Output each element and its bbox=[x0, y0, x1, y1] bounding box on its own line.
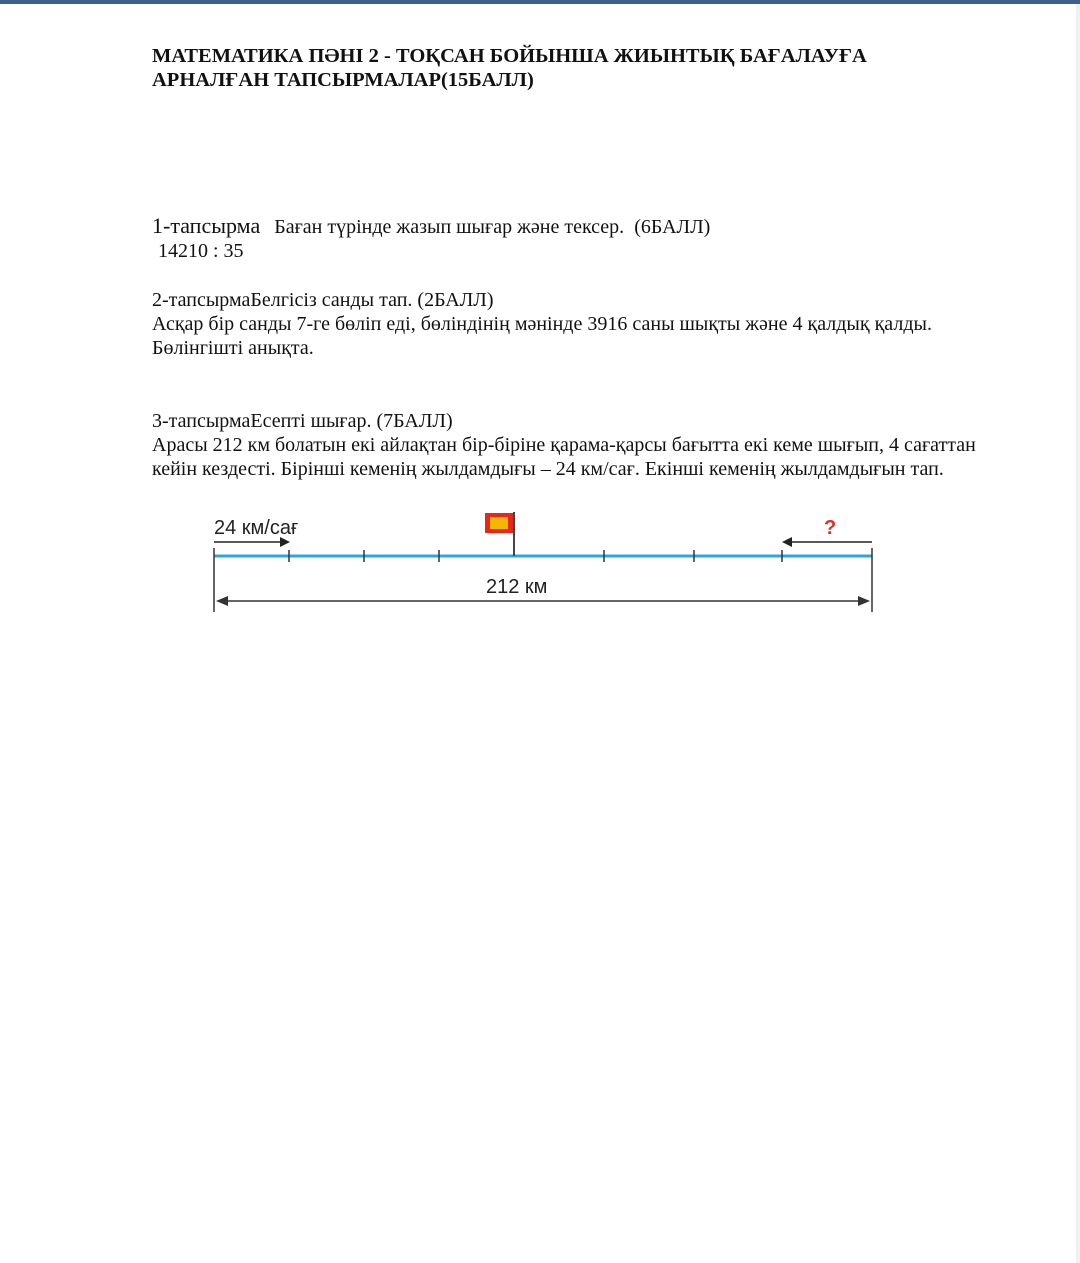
task-1-expression: 14210 : 35 bbox=[158, 240, 244, 262]
page-edge bbox=[1076, 4, 1080, 1263]
task-2-heading: 2-тапсырмаБелгісіз санды тап. (2БАЛЛ) bbox=[152, 289, 494, 311]
task-2-text: Асқар бір санды 7-ге бөліп еді, бөліндінің мәнінде 3916 саны шықты және 4 қалдық қалды. Бөлінгішті анықта. bbox=[152, 313, 932, 359]
distance-label: 212 км bbox=[486, 576, 548, 598]
task-1-instruction: Баған түрінде жазып шығар және тексер. bbox=[274, 216, 625, 238]
task-2 bbox=[152, 288, 992, 360]
task-1-label: 1-тапсырма bbox=[152, 213, 261, 238]
speed-label: 24 км/сағ bbox=[214, 517, 299, 539]
task-3-heading: 3-тапсырмаЕсепті шығар. (7БАЛЛ) bbox=[152, 410, 453, 432]
unknown-speed-label: ? bbox=[824, 517, 837, 539]
distance-diagram bbox=[200, 506, 890, 616]
title-line-1: МАТЕМАТИКА ПӘНІ 2 - ТОҚСАН БОЙЫНША ЖИЫНТЫҚ БАҒАЛАУҒА bbox=[152, 45, 867, 67]
task-1 bbox=[152, 214, 992, 263]
flag-icon bbox=[485, 512, 514, 556]
page-title bbox=[152, 44, 952, 92]
title-line-2: АРНАЛҒАН ТАПСЫРМАЛАР(15БАЛЛ) bbox=[152, 69, 534, 91]
task-3 bbox=[152, 409, 992, 481]
top-border bbox=[0, 0, 1080, 4]
task-3-text: Арасы 212 км болатын екі айлақтан бір-біріне қарама-қарсы бағытта екі кеме шығып, 4 сағаттан кейін кездесті. Бірінші кеменің жылдамдығы – 24 км/сағ. Екінші кеменің жылдамдығын тап. bbox=[152, 434, 976, 480]
task-1-points: (6БАЛЛ) bbox=[634, 216, 711, 238]
